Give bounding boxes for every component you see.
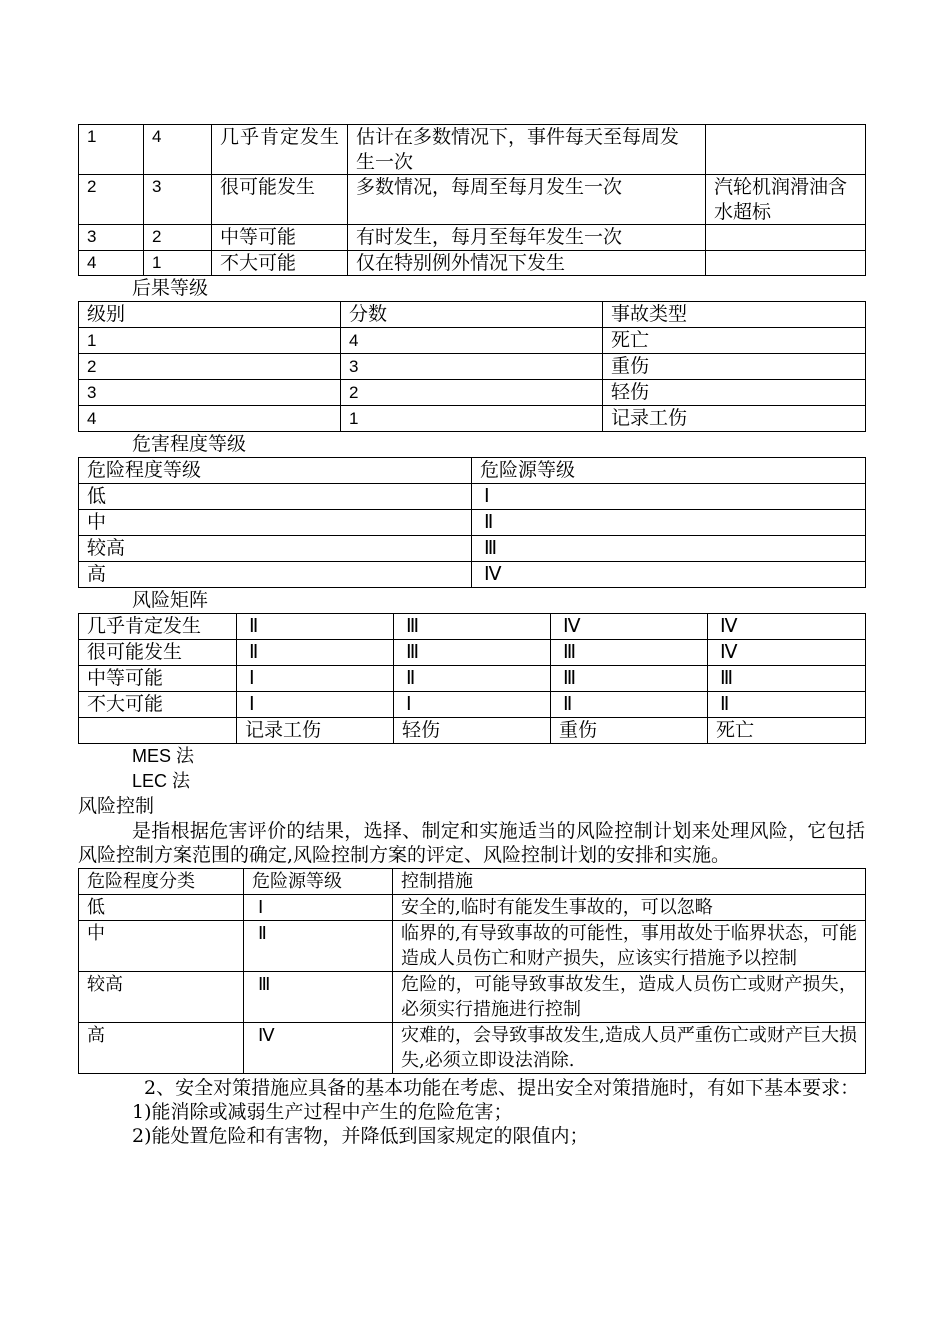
consequence-caption: 后果等级	[132, 277, 209, 299]
risk-matrix-level-cell: Ⅳ	[551, 614, 708, 640]
hazard-degree-row	[79, 562, 866, 588]
risk-matrix-level-cell: Ⅱ	[237, 614, 394, 640]
hazard-degree-header-cell: 危险源等级	[472, 458, 866, 484]
document-page	[78, 124, 865, 1148]
likelihood-table	[78, 124, 866, 276]
consequence-row	[79, 380, 866, 406]
risk-matrix-level-cell: Ⅱ	[708, 692, 866, 718]
risk-control-paragraph: 是指根据危害评价的结果，选择、制定和实施适当的风险控制计划来处理风险，它包括风险控制方案范围的确定,风险控制方案的评定、风险控制计划的安排和实施。	[78, 820, 865, 866]
consequence-row	[79, 406, 866, 432]
risk-matrix-level-cell: Ⅳ	[708, 640, 866, 666]
likelihood-level-cell: 1	[79, 125, 144, 175]
risk-control-cell: Ⅲ	[244, 972, 393, 1023]
consequence-cell: 3	[79, 380, 341, 406]
risk-control-header-row	[79, 869, 866, 895]
risk-matrix-row	[79, 614, 866, 640]
risk-control-cell: 较高	[79, 972, 244, 1023]
consequence-cell: 2	[79, 354, 341, 380]
risk-control-table	[78, 868, 866, 1074]
likelihood-desc-cell: 有时发生，每月至每年发生一次	[348, 225, 706, 251]
hazard-degree-row	[79, 536, 866, 562]
risk-control-cell: 危险的，可能导致事故发生，造成人员伤亡或财产损失，必须实行措施进行控制	[393, 972, 866, 1023]
risk-control-row	[79, 895, 866, 921]
risk-control-row	[79, 921, 866, 972]
risk-matrix-consequence-cell	[79, 718, 237, 744]
method-lec: LEC 法	[132, 771, 191, 791]
likelihood-example-cell	[706, 225, 866, 251]
consequence-cell: 记录工伤	[603, 406, 866, 432]
consequence-cell: 1	[79, 328, 341, 354]
consequence-cell: 重伤	[603, 354, 866, 380]
hazard-degree-caption: 危害程度等级	[132, 433, 247, 455]
hazard-degree-row	[79, 484, 866, 510]
risk-matrix-likelihood-cell: 几乎肯定发生	[79, 614, 237, 640]
risk-matrix-level-cell: Ⅱ	[551, 692, 708, 718]
risk-matrix-level-cell: Ⅱ	[237, 640, 394, 666]
hazard-degree-table	[78, 457, 866, 588]
risk-control-header-cell: 危险程度分类	[79, 869, 244, 895]
consequence-header-cell: 级别	[79, 302, 341, 328]
requirement-item-2: 2)能处置危险和有害物，并降低到国家规定的限值内；	[132, 1125, 589, 1147]
likelihood-level-cell: 3	[79, 225, 144, 251]
hazard-degree-cell: Ⅱ	[472, 510, 866, 536]
likelihood-desc-cell: 多数情况，每周至每月发生一次	[348, 175, 706, 225]
likelihood-desc-cell: 仅在特别例外情况下发生	[348, 250, 706, 276]
risk-matrix-level-cell: Ⅲ	[551, 666, 708, 692]
likelihood-score-cell: 2	[144, 225, 212, 251]
risk-control-header-cell: 危险源等级	[244, 869, 393, 895]
consequence-row	[79, 354, 866, 380]
risk-matrix-level-cell: Ⅲ	[551, 640, 708, 666]
likelihood-row	[79, 125, 866, 175]
likelihood-example-cell	[706, 250, 866, 276]
likelihood-row	[79, 250, 866, 276]
hazard-degree-cell: Ⅲ	[472, 536, 866, 562]
risk-matrix-consequence-cell: 轻伤	[394, 718, 551, 744]
risk-control-cell: 高	[79, 1023, 244, 1074]
risk-matrix-likelihood-cell: 中等可能	[79, 666, 237, 692]
risk-matrix-row	[79, 640, 866, 666]
risk-matrix-level-cell: Ⅲ	[394, 640, 551, 666]
risk-matrix-table	[78, 613, 866, 744]
risk-control-cell: Ⅱ	[244, 921, 393, 972]
likelihood-name-cell: 不大可能	[212, 250, 348, 276]
risk-control-cell: 临界的,有导致事故的可能性，事用故处于临界状态，可能造成人员伤亡和财产损失，应该实行措施予以控制	[393, 921, 866, 972]
likelihood-name-cell: 很可能发生	[212, 175, 348, 225]
consequence-cell: 轻伤	[603, 380, 866, 406]
likelihood-name-cell: 中等可能	[212, 225, 348, 251]
risk-matrix-row	[79, 692, 866, 718]
requirement-item-1: 1)能消除或减弱生产过程中产生的危险危害；	[132, 1101, 513, 1123]
risk-matrix-consequence-cell: 重伤	[551, 718, 708, 744]
risk-control-cell: 灾难的，会导致事故发生,造成人员严重伤亡或财产巨大损失,必须立即设法消除.	[393, 1023, 866, 1074]
risk-control-heading: 风险控制	[78, 795, 155, 817]
method-mes: MES 法	[132, 746, 195, 766]
consequence-cell: 3	[341, 354, 603, 380]
hazard-degree-cell: 低	[79, 484, 472, 510]
consequence-header-cell: 事故类型	[603, 302, 866, 328]
likelihood-level-cell: 2	[79, 175, 144, 225]
likelihood-row	[79, 225, 866, 251]
likelihood-name-cell: 几乎肯定发生	[212, 125, 348, 175]
risk-control-cell: 安全的,临时有能发生事故的，可以忽略	[393, 895, 866, 921]
risk-matrix-footer-row	[79, 718, 866, 744]
risk-matrix-row	[79, 666, 866, 692]
likelihood-score-cell: 4	[144, 125, 212, 175]
risk-control-row	[79, 972, 866, 1023]
risk-matrix-caption: 风险矩阵	[132, 589, 209, 611]
risk-control-row	[79, 1023, 866, 1074]
risk-matrix-consequence-cell: 死亡	[708, 718, 866, 744]
risk-matrix-level-cell: Ⅲ	[708, 666, 866, 692]
hazard-degree-cell: 高	[79, 562, 472, 588]
hazard-degree-cell: 较高	[79, 536, 472, 562]
risk-matrix-level-cell: Ⅰ	[237, 666, 394, 692]
hazard-degree-cell: 中	[79, 510, 472, 536]
hazard-degree-cell: Ⅰ	[472, 484, 866, 510]
risk-control-header-cell: 控制措施	[393, 869, 866, 895]
risk-control-cell: Ⅰ	[244, 895, 393, 921]
likelihood-example-cell: 汽轮机润滑油含水超标	[706, 175, 866, 225]
risk-matrix-level-cell: Ⅳ	[708, 614, 866, 640]
consequence-cell: 4	[79, 406, 341, 432]
likelihood-desc-cell: 估计在多数情况下，事件每天至每周发生一次	[348, 125, 706, 175]
risk-matrix-level-cell: Ⅱ	[394, 666, 551, 692]
likelihood-score-cell: 3	[144, 175, 212, 225]
risk-control-cell: 中	[79, 921, 244, 972]
hazard-degree-header-row	[79, 458, 866, 484]
consequence-cell: 死亡	[603, 328, 866, 354]
hazard-degree-header-cell: 危险程度等级	[79, 458, 472, 484]
consequence-cell: 2	[341, 380, 603, 406]
consequence-row	[79, 328, 866, 354]
risk-matrix-level-cell: Ⅰ	[394, 692, 551, 718]
risk-matrix-likelihood-cell: 很可能发生	[79, 640, 237, 666]
likelihood-score-cell: 1	[144, 250, 212, 276]
risk-matrix-likelihood-cell: 不大可能	[79, 692, 237, 718]
likelihood-example-cell	[706, 125, 866, 175]
requirements-intro: 2、安全对策措施应具备的基本功能在考虑、提出安全对策措施时，有如下基本要求：	[144, 1077, 860, 1099]
likelihood-level-cell: 4	[79, 250, 144, 276]
hazard-degree-cell: Ⅳ	[472, 562, 866, 588]
risk-matrix-level-cell: Ⅲ	[394, 614, 551, 640]
consequence-cell: 4	[341, 328, 603, 354]
risk-control-cell: 低	[79, 895, 244, 921]
consequence-header-row	[79, 302, 866, 328]
consequence-cell: 1	[341, 406, 603, 432]
risk-matrix-level-cell: Ⅰ	[237, 692, 394, 718]
likelihood-row	[79, 175, 866, 225]
consequence-header-cell: 分数	[341, 302, 603, 328]
risk-control-cell: Ⅳ	[244, 1023, 393, 1074]
hazard-degree-row	[79, 510, 866, 536]
consequence-table	[78, 301, 866, 432]
risk-matrix-consequence-cell: 记录工伤	[237, 718, 394, 744]
